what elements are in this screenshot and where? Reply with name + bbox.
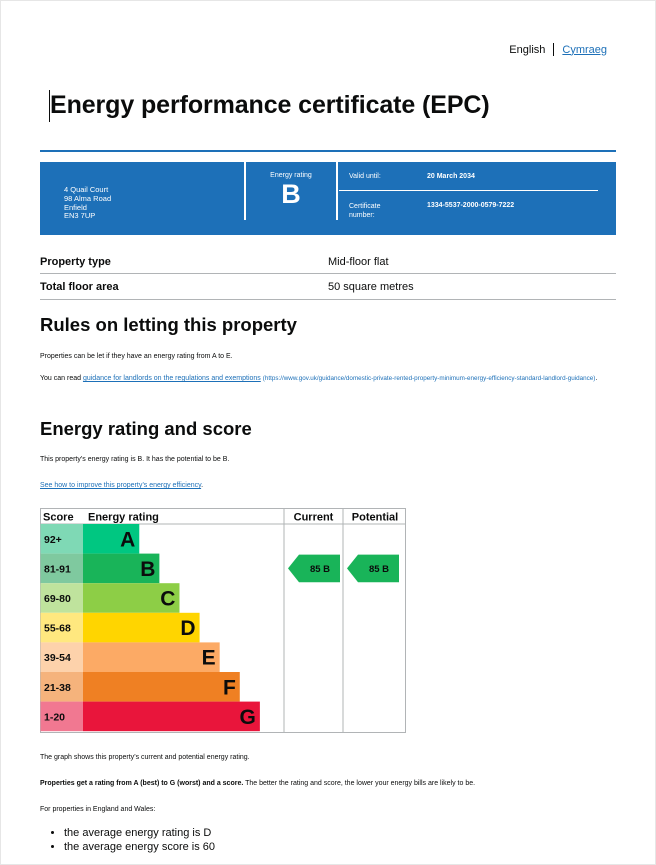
england-wales-text: For properties in England and Wales: — [40, 806, 156, 813]
rating-bar — [83, 672, 240, 702]
chart-header-label: Energy rating — [88, 511, 159, 524]
language-current: English — [509, 43, 546, 56]
energy-rating-letter: B — [281, 179, 301, 209]
score-label: 69-80 — [44, 593, 71, 605]
rating-letter: D — [180, 617, 196, 641]
improve-suffix: . — [201, 482, 204, 489]
rating-heading: Energy rating and score — [40, 418, 252, 439]
rating-letter: B — [140, 557, 156, 581]
certificate-number-value: 1334-5537-2000-0579-7222 — [427, 202, 515, 209]
energy-rating-box — [246, 172, 336, 208]
rating-note — [40, 780, 475, 789]
energy-rating-chart — [40, 508, 407, 734]
page-title: Energy performance certificate (EPC) — [50, 91, 490, 119]
banner-divider-horizontal — [339, 190, 598, 191]
score-label: 1-20 — [44, 711, 66, 724]
language-separator — [553, 43, 554, 56]
rating-intro: This property’s energy rating is B. It has the potential to be B. — [40, 456, 230, 463]
score-label: 39-54 — [44, 652, 71, 665]
certificate-number-label: Certificate number: — [349, 203, 381, 219]
rating-letter: E — [201, 646, 216, 670]
rules-heading: Rules on letting this property — [40, 314, 297, 335]
address-line: 4 Quail Court — [64, 185, 109, 194]
floor-area-value: 50 square metres — [328, 281, 414, 293]
rules-text: Properties can be let if they have an energy rating from A to E. — [40, 353, 233, 360]
chart-header-label: Score — [43, 511, 74, 524]
banner-divider — [336, 162, 338, 220]
rating-note-bold: Properties get a rating from A (best) to G (worst) and a score. — [40, 780, 244, 787]
energy-rating-label: Energy rating — [270, 172, 312, 179]
score-label: 92+ — [44, 533, 62, 546]
rules-guidance-paragraph — [40, 375, 610, 384]
property-type-row — [40, 249, 616, 274]
guidance-prefix: You can read — [40, 375, 83, 382]
average-score-item: • the average energy score is 60 — [64, 841, 215, 855]
floor-area-key: Total floor area — [40, 281, 119, 293]
improve-link[interactable]: See how to improve this property’s energy efficiency — [40, 482, 202, 489]
rating-note-rest: The better the rating and score, the lower your energy bills are likely to be. — [243, 780, 476, 787]
valid-until-value: 20 March 2034 — [427, 173, 475, 180]
language-switcher — [509, 43, 607, 56]
averages-list — [52, 827, 215, 854]
rating-letter: G — [239, 705, 256, 729]
guidance-suffix: . — [595, 375, 598, 382]
address-line: Enfield — [64, 202, 87, 212]
rating-letter: F — [222, 676, 236, 700]
address-line: 98 Alma Road — [64, 193, 112, 203]
current-rating-arrow-label: 85 B — [309, 563, 331, 575]
title-divider — [40, 150, 616, 152]
graph-caption: The graph shows this property’s current and potential energy rating. — [40, 754, 250, 761]
rating-bar — [83, 642, 220, 672]
improve-paragraph — [40, 482, 203, 491]
chart-header-label: Current — [293, 511, 334, 524]
guidance-link[interactable]: guidance for landlords on the regulations and exemptions — [82, 375, 261, 382]
property-type-key: Property type — [40, 256, 111, 268]
score-label: 21-38 — [44, 681, 71, 694]
average-rating-item: • the average energy rating is D — [64, 827, 215, 841]
valid-until-label: Valid until: — [349, 173, 381, 180]
chart-header-label: Potential — [351, 511, 399, 524]
rating-letter: A — [120, 528, 136, 552]
rating-letter: C — [160, 587, 176, 611]
address-line: EN3 7UP — [64, 211, 96, 221]
language-link-cymraeg[interactable]: Cymraeg — [562, 43, 607, 56]
potential-rating-arrow-label: 85 B — [368, 563, 390, 575]
score-label: 81-91 — [44, 563, 71, 576]
epc-summary-banner — [40, 162, 616, 235]
floor-area-row — [40, 274, 616, 300]
property-summary-table — [40, 249, 616, 300]
property-type-value: Mid-floor flat — [328, 256, 389, 268]
rating-bar — [83, 702, 260, 732]
score-label: 55-68 — [44, 622, 71, 635]
property-address — [64, 186, 111, 221]
guidance-url[interactable]: (https://www.gov.uk/guidance/domestic-private-rented-property-minimum-energy-efficiency-standard-landlord-guidance) — [262, 375, 596, 382]
